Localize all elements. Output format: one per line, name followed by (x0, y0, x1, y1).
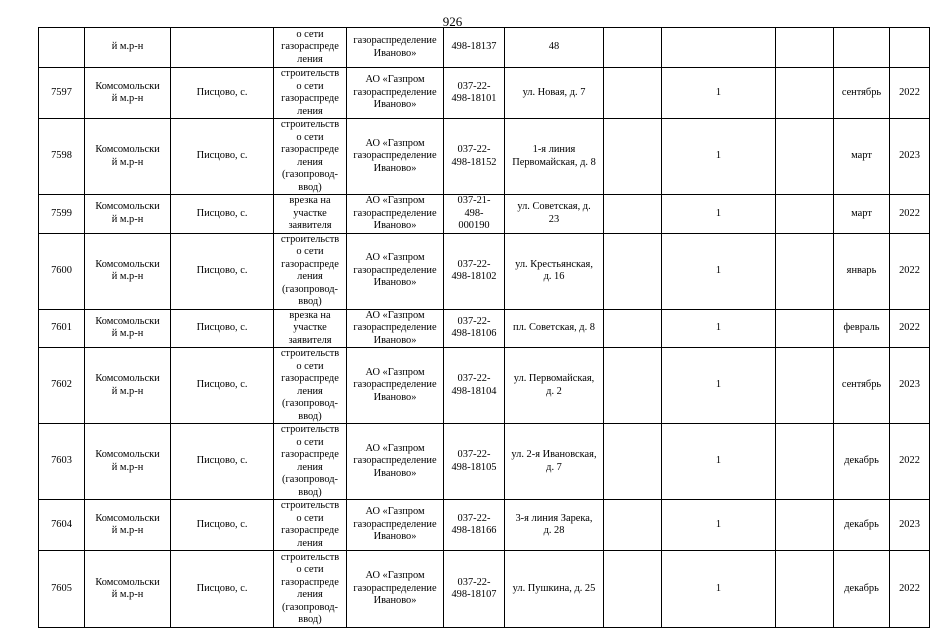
cell-district: Комсомольски й м.р-н (85, 424, 171, 500)
cell-year: 2023 (890, 348, 930, 424)
cell-empty-10 (776, 551, 834, 628)
table-row (39, 233, 930, 309)
cell-year: 2023 (890, 119, 930, 195)
cell-year: 2022 (890, 195, 930, 234)
cell-district: Комсомольски й м.р-н (85, 233, 171, 309)
cell-address: 48 (505, 28, 604, 68)
cell-locality: Писцово, с. (171, 68, 274, 119)
cell-count: 1 (662, 500, 776, 551)
cell-month: декабрь (834, 551, 890, 628)
cell-code: 037-21- 498- 000190 (444, 195, 505, 234)
cell-company: АО «Газпром газораспределение Иваново» (347, 500, 444, 551)
cell-empty-10 (776, 424, 834, 500)
cell-empty-11 (834, 28, 890, 68)
cell-company: АО «Газпром газораспределение Иваново» (347, 233, 444, 309)
cell-address: ул. 2-я Ивановская, д. 7 (505, 424, 604, 500)
cell-number: 7602 (39, 348, 85, 424)
cell-code: 037-22- 498-18105 (444, 424, 505, 500)
cell-work-type: строительств о сети газораспреде ления (газопровод- ввод) (274, 424, 347, 500)
cell-work-type: врезка на участке заявителя (274, 309, 347, 348)
cell-locality: Писцово, с. (171, 309, 274, 348)
cell-work-type: строительств о сети газораспреде ления (274, 68, 347, 119)
table-row (39, 500, 930, 551)
cell-company: АО «Газпром газораспределение Иваново» (347, 348, 444, 424)
cell-district: Комсомольски й м.р-н (85, 119, 171, 195)
cell-empty-10 (776, 195, 834, 234)
cell-empty-10 (776, 348, 834, 424)
cell-district: Комсомольски й м.р-н (85, 348, 171, 424)
cell-empty-10 (776, 309, 834, 348)
cell-empty-8 (604, 68, 662, 119)
cell-count: 1 (662, 195, 776, 234)
cell-month: март (834, 119, 890, 195)
cell-empty-10 (776, 119, 834, 195)
cell-company: газораспределение Иваново» (347, 28, 444, 68)
cell-empty-10 (776, 68, 834, 119)
cell-locality: Писцово, с. (171, 551, 274, 628)
cell-company: АО «Газпром газораспределение Иваново» (347, 68, 444, 119)
cell-locality: Писцово, с. (171, 195, 274, 234)
cell-district: Комсомольски й м.р-н (85, 68, 171, 119)
cell-empty-8 (604, 424, 662, 500)
cell-empty-8 (604, 233, 662, 309)
cell-address: ул. Первомайская, д. 2 (505, 348, 604, 424)
table-row (39, 195, 930, 234)
cell-company: АО «Газпром газораспределение Иваново» (347, 195, 444, 234)
cell-month: декабрь (834, 500, 890, 551)
table-row (39, 68, 930, 119)
cell-locality: Писцово, с. (171, 119, 274, 195)
table-row (39, 424, 930, 500)
cell-empty-9 (662, 28, 776, 68)
cell-number: 7598 (39, 119, 85, 195)
cell-locality: Писцово, с. (171, 233, 274, 309)
cell-address: 1-я линия Первомайская, д. 8 (505, 119, 604, 195)
cell-district: Комсомольски й м.р-н (85, 195, 171, 234)
cell-month: сентябрь (834, 68, 890, 119)
cell-year: 2022 (890, 68, 930, 119)
cell-count: 1 (662, 119, 776, 195)
cell-district: Комсомольски й м.р-н (85, 551, 171, 628)
cell-year: 2022 (890, 424, 930, 500)
cell-number: 7603 (39, 424, 85, 500)
cell-district: Комсомольски й м.р-н (85, 500, 171, 551)
cell-work-type: строительств о сети газораспреде ления (газопровод- ввод) (274, 551, 347, 628)
cell-number: 7600 (39, 233, 85, 309)
table-row (39, 309, 930, 348)
cell-count: 1 (662, 68, 776, 119)
cell-locality: Писцово, с. (171, 424, 274, 500)
cell-month: декабрь (834, 424, 890, 500)
cell-number: 7605 (39, 551, 85, 628)
cell-code: 037-22- 498-18152 (444, 119, 505, 195)
table-row (39, 551, 930, 628)
cell-empty-8 (604, 348, 662, 424)
cell-count: 1 (662, 424, 776, 500)
cell-address: ул. Советская, д. 23 (505, 195, 604, 234)
cell-address: ул. Пушкина, д. 25 (505, 551, 604, 628)
cell-district: Комсомольски й м.р-н (85, 309, 171, 348)
cell-count: 1 (662, 348, 776, 424)
cell-empty-8 (604, 28, 662, 68)
cell-empty-8 (604, 195, 662, 234)
table-row (39, 348, 930, 424)
cell-empty-10 (776, 500, 834, 551)
cell-locality (171, 28, 274, 68)
cell-year: 2023 (890, 500, 930, 551)
cell-number (39, 28, 85, 68)
cell-count: 1 (662, 233, 776, 309)
cell-code: 037-22- 498-18101 (444, 68, 505, 119)
table-row (39, 28, 930, 68)
cell-district: й м.р-н (85, 28, 171, 68)
cell-address: 3-я линия Зарека, д. 28 (505, 500, 604, 551)
cell-empty-8 (604, 119, 662, 195)
cell-code: 037-22- 498-18106 (444, 309, 505, 348)
cell-company: АО «Газпром газораспределение Иваново» (347, 309, 444, 348)
cell-work-type: о сети газораспреде ления (274, 28, 347, 68)
cell-code: 037-22- 498-18102 (444, 233, 505, 309)
cell-work-type: строительств о сети газораспреде ления (газопровод- ввод) (274, 233, 347, 309)
cell-month: сентябрь (834, 348, 890, 424)
cell-month: январь (834, 233, 890, 309)
cell-locality: Писцово, с. (171, 348, 274, 424)
cell-work-type: врезка на участке заявителя (274, 195, 347, 234)
cell-year: 2022 (890, 309, 930, 348)
cell-address: ул. Крестьянская, д. 16 (505, 233, 604, 309)
cell-number: 7599 (39, 195, 85, 234)
cell-code: 037-22- 498-18166 (444, 500, 505, 551)
cell-empty-8 (604, 309, 662, 348)
cell-empty-8 (604, 551, 662, 628)
cell-empty-10 (776, 233, 834, 309)
cell-year: 2022 (890, 233, 930, 309)
cell-number: 7604 (39, 500, 85, 551)
cell-code: 037-22- 498-18104 (444, 348, 505, 424)
cell-count: 1 (662, 551, 776, 628)
work-schedule-table (38, 27, 930, 628)
cell-number: 7601 (39, 309, 85, 348)
cell-company: АО «Газпром газораспределение Иваново» (347, 551, 444, 628)
cell-empty-12 (890, 28, 930, 68)
cell-month: март (834, 195, 890, 234)
cell-count: 1 (662, 309, 776, 348)
cell-code: 498-18137 (444, 28, 505, 68)
cell-code: 037-22- 498-18107 (444, 551, 505, 628)
page-number: 926 (442, 14, 463, 29)
cell-locality: Писцово, с. (171, 500, 274, 551)
cell-company: АО «Газпром газораспределение Иваново» (347, 424, 444, 500)
cell-work-type: строительств о сети газораспреде ления (газопровод- ввод) (274, 119, 347, 195)
cell-empty-10 (776, 28, 834, 68)
table-row (39, 119, 930, 195)
cell-number: 7597 (39, 68, 85, 119)
cell-year: 2022 (890, 551, 930, 628)
cell-month: февраль (834, 309, 890, 348)
cell-work-type: строительств о сети газораспреде ления (274, 500, 347, 551)
cell-company: АО «Газпром газораспределение Иваново» (347, 119, 444, 195)
cell-address: ул. Новая, д. 7 (505, 68, 604, 119)
cell-work-type: строительств о сети газораспреде ления (газопровод- ввод) (274, 348, 347, 424)
cell-empty-8 (604, 500, 662, 551)
cell-address: пл. Советская, д. 8 (505, 309, 604, 348)
